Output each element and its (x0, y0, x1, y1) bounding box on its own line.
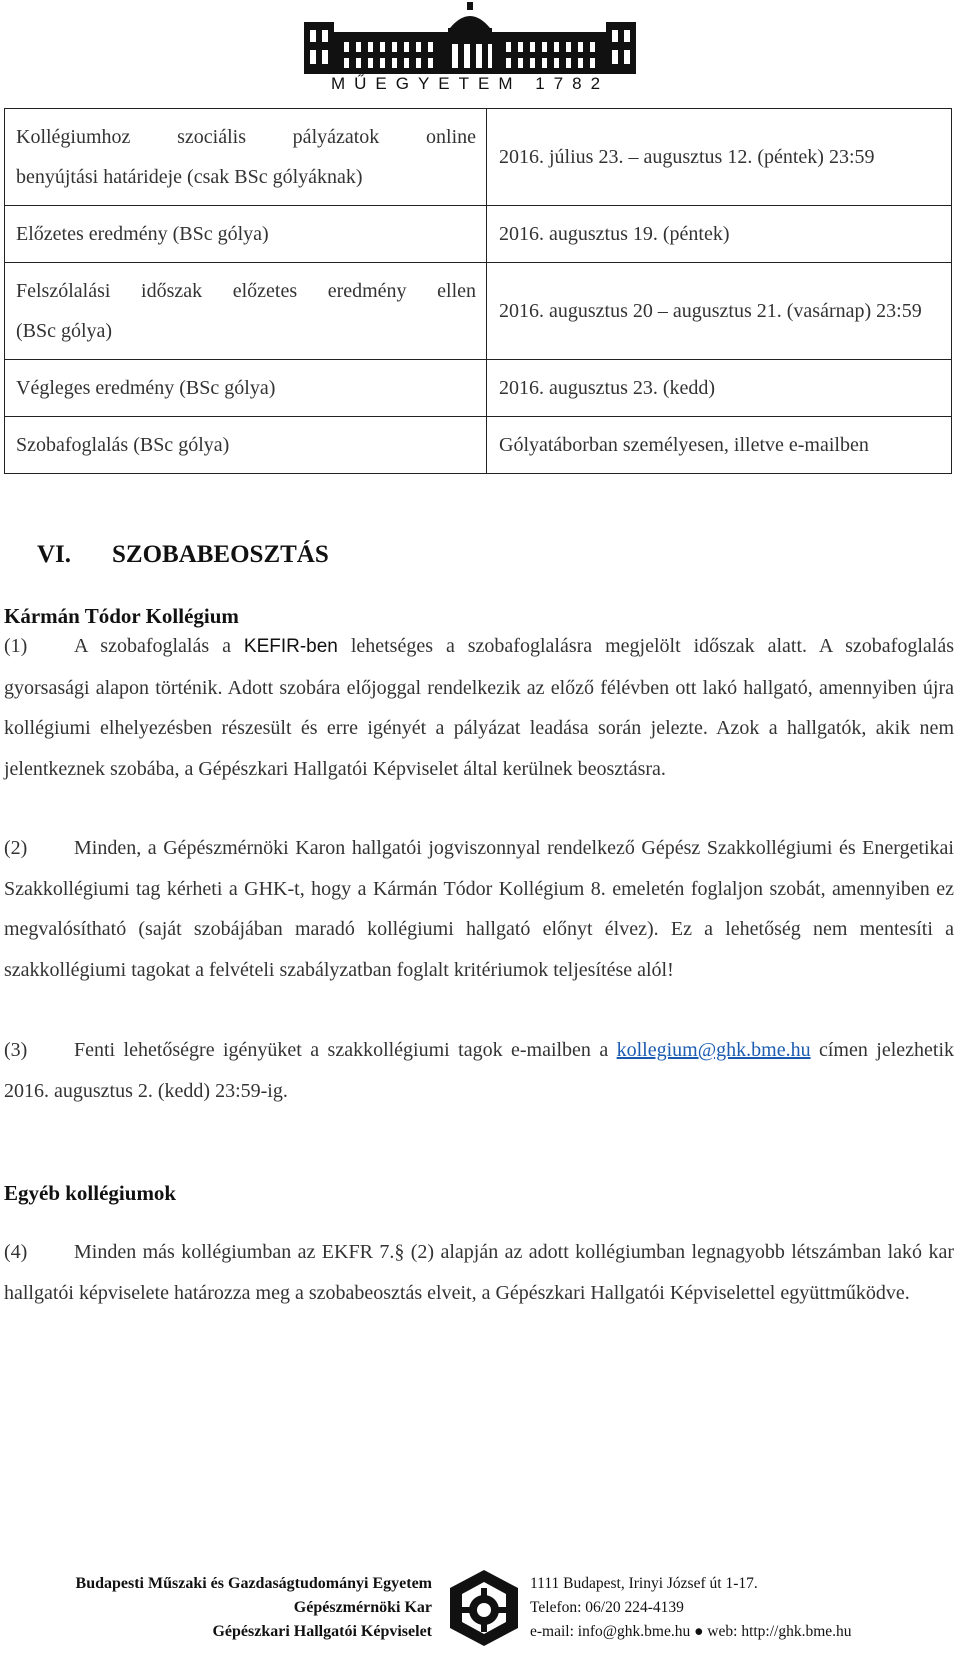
row-value: 2016. augusztus 23. (kedd) (487, 360, 952, 417)
paragraph-number: (2) (4, 837, 28, 859)
row-label: Felszólalási időszak előzetes eredmény ellen (BSc gólya) (5, 263, 487, 360)
paragraph-4: (4) Minden más kollégiumban az EKFR 7.§ (2) alapján az adott kollégiumban legnagyobb létszámban lakó kar hallgatói képviselete határozza meg a szobabeosztás elveit, a Gépészkari Hallgatói Képviselettel együttműködve. (4, 1232, 954, 1313)
row-label: Szobafoglalás (BSc gólya) (5, 417, 487, 474)
table-row (5, 417, 952, 474)
table-row (5, 360, 952, 417)
row-value: Gólyatáborban személyesen, illetve e-mailben (487, 417, 952, 474)
schedule-table (4, 108, 952, 474)
table-row (5, 206, 952, 263)
table-row (5, 263, 952, 360)
paragraph-number: (4) (4, 1241, 28, 1263)
row-value: 2016. július 23. – augusztus 12. (péntek) 23:59 (487, 109, 952, 206)
paragraph-1: (1) A szobafoglalás a KEFIR-ben lehetséges a szobafoglalásra megjelölt időszak alatt. A szobafoglalás gyorsasági alapon történik. Adott szobára előjoggal rendelkezik az előző félévben ott lakó hallgató, amennyiben újra kollégiumi elhelyezésben részesült és erre igényét a pályázat leadása során jelezte. Azok a hallgatók, akik nem jelentkeznek szobába, a Gépészkari Hallgatói Képviselet által kerülnek beosztásra. (4, 626, 954, 789)
page-footer (0, 1560, 960, 1655)
table-row (5, 109, 952, 206)
kefir-term: KEFIR-ben (243, 636, 338, 657)
paragraph-number: (3) (4, 1039, 28, 1061)
row-value: 2016. augusztus 20 – augusztus 21. (vasárnap) 23:59 (487, 263, 952, 360)
row-label: Végleges eredmény (BSc gólya) (5, 360, 487, 417)
subsection-heading: Kármán Tódor Kollégium (4, 604, 239, 628)
logo-caption: MŰEGYETEM 1782 (330, 74, 610, 93)
section-title: SZOBABEOSZTÁS (112, 541, 329, 568)
ghk-logo-icon (444, 1568, 524, 1648)
footer-institution: Budapesti Műszaki és Gazdaságtudományi Egyetem Gépészmérnöki Kar Gépészkari Hallgatói Képviselet (75, 1575, 432, 1640)
section-number: VI. (37, 541, 72, 568)
paragraph-3: (3) Fenti lehetőségre igényüket a szakkollégiumi tagok e-mailben a kollegium@ghk.bme.hu címen jelezhetik 2016. augusztus 2. (kedd) 23:59-ig. (4, 1030, 954, 1111)
section-heading (37, 541, 329, 569)
paragraph-number: (1) (4, 635, 28, 657)
building-icon (300, 0, 640, 76)
footer-contact: 1111 Budapest, Irinyi József út 1-17. Telefon: 06/20 224-4139 e-mail: info@ghk.bme.hu ● web: http://ghk.bme.hu (530, 1575, 852, 1640)
row-label: Kollégiumhoz szociális pályázatok online benyújtási határideje (csak BSc gólyáknak) (5, 109, 487, 206)
subsection-heading: Egyéb kollégiumok (4, 1181, 177, 1205)
paragraph-2: (2) Minden, a Gépészmérnöki Karon hallgatói jogviszonnyal rendelkező Gépész Szakkollégiumi és Energetikai Szakkollégiumi tag kérheti a GHK-t, hogy a Kármán Tódor Kollégium 8. emeletén foglaljon szobát, amennyiben ez megvalósítható (saját szobájában maradó kollégiumi hallgató előnyt élvez). Ez a lehetőség nem mentesíti a szakkollégiumi tagokat a felvételi szabályzatban foglalt kritériumok teljesítése alól! (4, 828, 954, 990)
row-label: Előzetes eredmény (BSc gólya) (5, 206, 487, 263)
university-logo (300, 0, 640, 98)
email-link[interactable]: kollegium@ghk.bme.hu (616, 1039, 811, 1061)
row-value: 2016. augusztus 19. (péntek) (487, 206, 952, 263)
